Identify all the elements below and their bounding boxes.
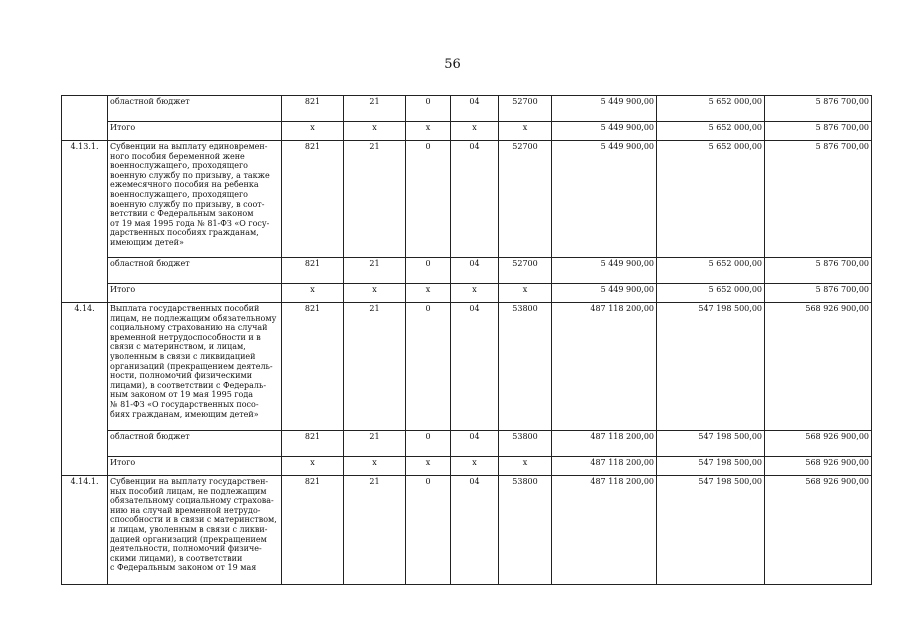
cell-amount-year1: 5 449 900,00 (552, 258, 657, 284)
cell-subprogram-code: х (451, 457, 499, 476)
cell-program-code: 0 (406, 476, 451, 585)
row-description: областной бюджет (108, 258, 282, 284)
cell-section-code: 21 (344, 258, 406, 284)
table-row (62, 284, 872, 303)
cell-direction-code: 53800 (499, 476, 552, 585)
cell-direction-code: 52700 (499, 258, 552, 284)
cell-amount-year1: 487 118 200,00 (552, 303, 657, 431)
cell-amount-year2: 547 198 500,00 (657, 476, 765, 585)
cell-amount-year1: 487 118 200,00 (552, 431, 657, 457)
cell-section-code: 21 (344, 476, 406, 585)
cell-amount-year1: 5 449 900,00 (552, 141, 657, 258)
cell-program-code: 0 (406, 431, 451, 457)
cell-admin-code: 821 (282, 431, 344, 457)
table-row (62, 122, 872, 141)
cell-section-code: 21 (344, 303, 406, 431)
cell-amount-year2: 547 198 500,00 (657, 431, 765, 457)
cell-direction-code: 53800 (499, 431, 552, 457)
row-description: Выплата государственных пособий лицам, не подлежащим обязательному социальному страхованию на случай временной нетрудоспособности и в связи с материнством, и лицам, уволенным в связи с ликвидацией организаций (прекращением деятель- ности, полномочий физическими лицами), в соответствии с Федераль- ным законом от 19 мая 1995 года № 81-ФЗ «О государственных посо- биях гражданам, имеющим детей» (108, 303, 282, 431)
cell-amount-year3: 5 876 700,00 (765, 122, 872, 141)
row-description: Итого (108, 457, 282, 476)
table-row (62, 96, 872, 122)
cell-amount-year1: 487 118 200,00 (552, 476, 657, 585)
cell-amount-year3: 5 876 700,00 (765, 284, 872, 303)
cell-subprogram-code: 04 (451, 141, 499, 258)
cell-amount-year3: 5 876 700,00 (765, 141, 872, 258)
row-index: 4.14. (62, 303, 108, 476)
cell-section-code: х (344, 122, 406, 141)
cell-amount-year2: 5 652 000,00 (657, 258, 765, 284)
cell-amount-year3: 5 876 700,00 (765, 96, 872, 122)
cell-admin-code: х (282, 284, 344, 303)
cell-section-code: 21 (344, 431, 406, 457)
row-index: 4.13.1. (62, 141, 108, 303)
cell-admin-code: 821 (282, 96, 344, 122)
cell-amount-year3: 5 876 700,00 (765, 258, 872, 284)
row-description: Итого (108, 122, 282, 141)
table-row (62, 303, 872, 431)
cell-admin-code: 821 (282, 476, 344, 585)
cell-subprogram-code: 04 (451, 258, 499, 284)
cell-amount-year3: 568 926 900,00 (765, 303, 872, 431)
cell-subprogram-code: 04 (451, 476, 499, 585)
row-description: Субвенции на выплату единовремен- ного пособия беременной жене военнослужащего, проходящего военную службу по призыву, а также ежемесячного пособия на ребенка военнослужащего, проходящего военную службу по призыву, в соот- ветствии с Федеральным законом от 19 мая 1995 года № 81-ФЗ «О госу- дарственных пособиях гражданам, имеющим детей» (108, 141, 282, 258)
row-index (62, 96, 108, 141)
cell-program-code: 0 (406, 303, 451, 431)
cell-program-code: х (406, 457, 451, 476)
table-row (62, 457, 872, 476)
page-number: 56 (444, 57, 461, 72)
cell-section-code: х (344, 457, 406, 476)
cell-section-code: 21 (344, 141, 406, 258)
cell-direction-code: 52700 (499, 141, 552, 258)
cell-program-code: х (406, 122, 451, 141)
cell-amount-year2: 5 652 000,00 (657, 141, 765, 258)
cell-program-code: х (406, 284, 451, 303)
row-description: Субвенции на выплату государствен- ных пособий лицам, не подлежащим обязательному социальному страхова- нию на случай временной нетрудо- способности и в связи с материнством, и лицам, уволенным в связи с ликви- дацией организаций (прекращением деятельности, полномочий физиче- скими лицами), в соответствии с Федеральным законом от 19 мая (108, 476, 282, 585)
cell-amount-year3: 568 926 900,00 (765, 457, 872, 476)
table-row (62, 141, 872, 258)
cell-direction-code: х (499, 122, 552, 141)
table-row (62, 258, 872, 284)
cell-amount-year2: 5 652 000,00 (657, 284, 765, 303)
cell-admin-code: 821 (282, 303, 344, 431)
row-description: областной бюджет (108, 431, 282, 457)
cell-section-code: 21 (344, 96, 406, 122)
cell-admin-code: 821 (282, 258, 344, 284)
cell-amount-year2: 5 652 000,00 (657, 122, 765, 141)
row-index: 4.14.1. (62, 476, 108, 585)
cell-program-code: 0 (406, 96, 451, 122)
cell-amount-year2: 547 198 500,00 (657, 457, 765, 476)
budget-table (61, 95, 872, 585)
cell-subprogram-code: 04 (451, 303, 499, 431)
cell-amount-year1: 5 449 900,00 (552, 96, 657, 122)
cell-direction-code: х (499, 457, 552, 476)
cell-direction-code: х (499, 284, 552, 303)
cell-admin-code: х (282, 457, 344, 476)
cell-amount-year1: 5 449 900,00 (552, 284, 657, 303)
cell-admin-code: х (282, 122, 344, 141)
cell-admin-code: 821 (282, 141, 344, 258)
row-description: Итого (108, 284, 282, 303)
cell-amount-year3: 568 926 900,00 (765, 431, 872, 457)
cell-amount-year2: 5 652 000,00 (657, 96, 765, 122)
cell-amount-year1: 487 118 200,00 (552, 457, 657, 476)
cell-direction-code: 52700 (499, 96, 552, 122)
row-description: областной бюджет (108, 96, 282, 122)
cell-amount-year3: 568 926 900,00 (765, 476, 872, 585)
table-row (62, 476, 872, 585)
cell-subprogram-code: 04 (451, 96, 499, 122)
cell-subprogram-code: 04 (451, 431, 499, 457)
cell-amount-year1: 5 449 900,00 (552, 122, 657, 141)
table-row (62, 431, 872, 457)
cell-subprogram-code: х (451, 122, 499, 141)
cell-direction-code: 53800 (499, 303, 552, 431)
cell-program-code: 0 (406, 141, 451, 258)
cell-section-code: х (344, 284, 406, 303)
cell-subprogram-code: х (451, 284, 499, 303)
cell-program-code: 0 (406, 258, 451, 284)
cell-amount-year2: 547 198 500,00 (657, 303, 765, 431)
